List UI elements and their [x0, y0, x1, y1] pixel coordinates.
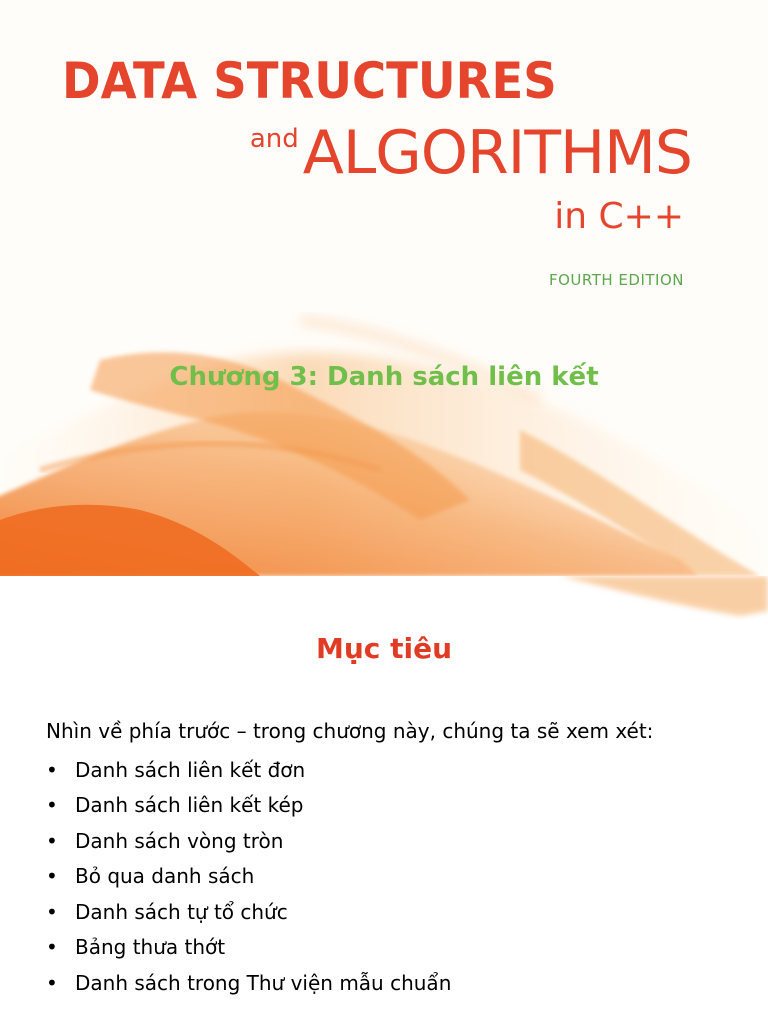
- list-item-text: Bảng thưa thớt: [75, 935, 226, 960]
- book-title-algorithms: ALGORITHMS: [302, 118, 692, 188]
- list-item: [46, 788, 451, 824]
- objectives-list: [46, 752, 451, 1001]
- list-item-text: Danh sách liên kết đơn: [75, 757, 306, 782]
- book-edition: FOURTH EDITION: [548, 271, 684, 289]
- book-title-line2: [250, 118, 692, 188]
- list-item: [46, 930, 451, 966]
- bullet-icon: •: [46, 935, 58, 960]
- bullet-icon: •: [46, 793, 58, 818]
- bullet-icon: •: [46, 757, 58, 782]
- list-item: [46, 965, 451, 1001]
- objectives-intro: Nhìn về phía trước – trong chương này, chúng ta sẽ xem xét:: [46, 719, 654, 743]
- book-title-and: and: [249, 124, 299, 154]
- book-title-in-cpp: in C++: [554, 196, 684, 237]
- bullet-icon: •: [46, 828, 58, 853]
- book-title-line1: DATA STRUCTURES: [62, 52, 557, 110]
- list-item-text: Danh sách tự tổ chức: [75, 899, 288, 924]
- list-item: [46, 894, 451, 930]
- list-item-text: Danh sách liên kết kép: [75, 793, 304, 818]
- list-item-text: Danh sách trong Thư viện mẫu chuẩn: [75, 970, 452, 995]
- list-item: [46, 823, 451, 859]
- bullet-icon: •: [46, 970, 58, 995]
- objectives-title: Mục tiêu: [315, 632, 453, 665]
- list-item-text: Danh sách vòng tròn: [75, 828, 284, 853]
- list-item: [46, 752, 451, 788]
- list-item-text: Bỏ qua danh sách: [75, 864, 255, 889]
- bullet-icon: •: [46, 864, 58, 889]
- bullet-icon: •: [46, 899, 58, 924]
- chapter-title: Chương 3: Danh sách liên kết: [169, 362, 599, 392]
- list-item: [46, 859, 451, 895]
